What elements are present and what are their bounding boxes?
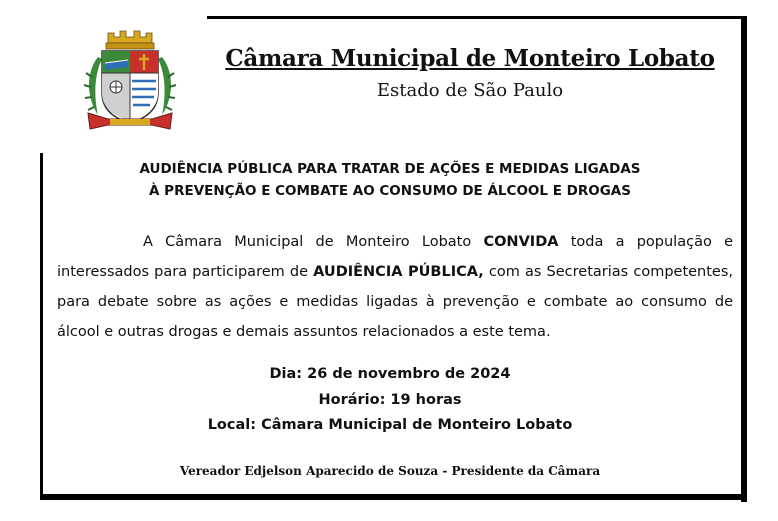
- paragraph-text-2: toda a população e interessados para participarem de: [57, 234, 733, 280]
- state-subtitle: Estado de São Paulo: [376, 80, 564, 101]
- frame-top-line: [207, 16, 747, 19]
- signature: Vereador Edjelson Aparecido de Souza - Presidente da Câmara: [179, 464, 601, 478]
- event-date: Dia: 26 de novembro de 2024: [269, 366, 511, 382]
- notice-title-line-1: AUDIÊNCIA PÚBLICA PARA TRATAR DE AÇÕES E MEDIDAS LIGADAS: [139, 161, 641, 177]
- invitation-paragraph: [57, 227, 733, 347]
- notice-title: [60, 158, 720, 202]
- frame-left-line: [40, 153, 43, 500]
- notice-title-line-2: À PREVENÇÃO E COMBATE AO CONSUMO DE ÁLCOOL E DROGAS: [149, 183, 631, 199]
- paragraph-text-1: A Câmara Municipal de Monteiro Lobato: [143, 234, 484, 250]
- frame-right-line: [741, 16, 747, 502]
- frame-bottom-line: [40, 494, 747, 500]
- paragraph-bold-convida: CONVIDA: [483, 234, 559, 250]
- paragraph-text-3: com as Secretarias competentes, para debate sobre as ações e medidas ligadas à prevenção e combate ao consumo de álcool e outras drogas e demais assuntos relacionados a este tema.: [57, 264, 734, 340]
- event-location: Local: Câmara Municipal de Monteiro Lobato: [207, 417, 573, 433]
- event-time: Horário: 19 horas: [318, 392, 462, 408]
- municipal-crest-icon: [78, 27, 182, 135]
- paragraph-bold-audiencia: AUDIÊNCIA PÚBLICA,: [313, 264, 484, 280]
- chamber-title: Câmara Municipal de Monteiro Lobato: [225, 45, 715, 72]
